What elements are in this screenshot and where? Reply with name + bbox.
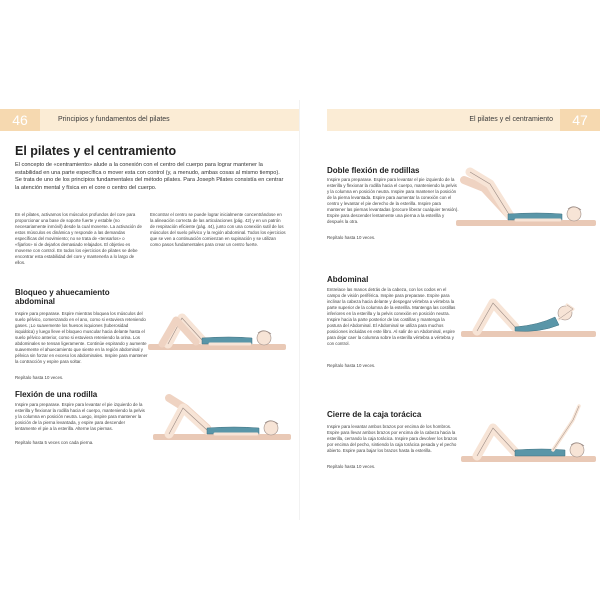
exercise-instructions: Entrelace las manos detrás de la cabeza, con los codos en el campo de visión periférica. Inspire para preparase. Espire para inclinar la cabeza hacia delante y despegar vértebra a vértebra la parte superior de la columna de la esterilla. Mantenga las costillas inferiores en la esterilla y la pelvis conexión en posición neutra. Inspire hacia la parte posterior de las costillas y mantenga la postura del Abdominal. El Abdominal se utiliza para muchos posiciones incluidas en este libro. Al salir de un Abdominal, espire para dejar caer la columna sobre la esterilla vértebra a vértebra y con control. [327,287,456,346]
exercise-instructions: Inspire para preparase. Espire para levantar el pie izquierdo de la esterilla y flexionar la rodilla hacia el cuerpo, manteniendo la pelvis y la columna en posición neutra. Inspire para mantener la posición de la pierna levantada. Espire para aumentar la conexión con el centro y levantar el pie derecho de la esterilla. Inspire para mantener las piernas levantadas (procure liberar cualquier tensión). Espire para descender lentamente una pierna a la esterilla y después la otra. [327,177,459,224]
exercise-title: Flexión de una rodilla [15,390,98,399]
exercise-instructions: Inspire para preparase. Espire mientras bloquea los músculos del suelo pélvico, comenzando en el ano, como si estuviera reteniendo gases. ¡Lo suavemente los huesos isquiones (tuberosidad isquiática) y luego lleve el bloqueo muscular hacia delante hasta el suelo pélvico anterior, como si estuviera reteniendo la orina. Los abdominales se tensan ligeramente. Continúe espirando y aumente suavemente el ahuecamiento que siente en la región abdominal y pélvica sin forzar en exceso los abdominales. Inspire para mantener la contracción y espire para soltar. [15,311,148,364]
exercise-title: Bloqueo y ahuecamiento abdominal [15,288,110,306]
double-knee-fold-illustration [450,160,598,235]
pelvic-floor-illustration [140,300,290,360]
left-running-header: Principios y fundamentos del pilates [58,116,170,123]
exercise-repetitions: Repítalo hasta 10 veces. [327,464,376,469]
exercise-instructions: Inspire para levantar ambos brazos por encima de los hombros. Espire para llevar ambos brazos por encima de la cabeza hacia la esterilla, cerrando la caja torácica. Inspire para devolver los brazos por encima del pecho, sintiendo la caja torácica pesada y el pecho abierto. Espire para bajar los brazos hasta la esterilla. [327,424,458,453]
exercise-repetitions: Repítalo hasta 10 veces. [327,363,376,368]
exercise-title: Abdominal [327,275,369,284]
exercise-instructions: Inspire para preparase. Espire para levantar el pie izquierdo de la esterilla y flexionar la rodilla hacia el cuerpo, manteniendo la pelvis y la columna en posición neutra. Luego, inspire para mantener la posición de la pierna levantada, y espire para descender lentamente el pie a la esterilla. Alterne las piernas. [15,402,145,431]
exercise-repetitions: Repítalo hasta 10 veces. [327,235,376,240]
exercise-repetitions: Repítalo hasta 10 veces. [15,375,64,380]
intro-paragraph: El concepto de «centramiento» alude a la conexión con el centro del cuerpo para lograr mantener la estabilidad en una parte específica o mover esta con control (y, a menudo, ambas cosas al mismo tiempo). Se trata de uno de los principios fundamentales del método pilates. Para Joseph Pilates consistía en centrar la atención mental y física en el core o centro del cuerpo. [15,162,284,191]
right-page-number: 47 [560,109,600,131]
exercise-title: Doble flexión de rodillas [327,166,420,175]
body-column-2: Encontrar el centro se puede lograr inicialmente concentrándose en la alineación correcta de las articulaciones (pág. 42) y en un patrón de respiración eficiente (pág. 44), junto con una conexión sutil de los músculos del suelo pélvico y la región abdominal. Todos los ejercicios que se ven a continuación comienzan en supinación y se utilizan como pasos fundamentales para crear un centro fuerte. [150,212,286,247]
exercise-title: Cierre de la caja torácica [327,410,422,419]
left-page-number: 46 [0,109,40,131]
page-title: El pilates y el centramiento [15,144,177,158]
ab-curl-illustration [455,285,598,345]
single-knee-fold-illustration [145,388,295,450]
right-header-band [327,109,600,131]
body-column-1: En el pilates, activamos los músculos profundos del core para proporcionar una base de soporte fuerte y estable (no necesariamente inmóvil) desde la cual moverse. La activación de estos músculos es dinámica y responde a las demandas específicas del movimiento; no se trata de «tensarlos» o «fijarlos» ni de dejarlos demasiado relajados. El objetivo es moverse con control. En todos los ejercicios de pilates se debe encontrar esta estabilidad del core y mantenerla a lo largo de ellos. [15,212,142,265]
exercise-repetitions: Repítalo hasta 5 veces con cada pierna. [15,440,94,445]
right-running-header: El pilates y el centramiento [469,116,553,123]
ribcage-closure-illustration [455,398,598,470]
left-header-band [0,109,300,131]
